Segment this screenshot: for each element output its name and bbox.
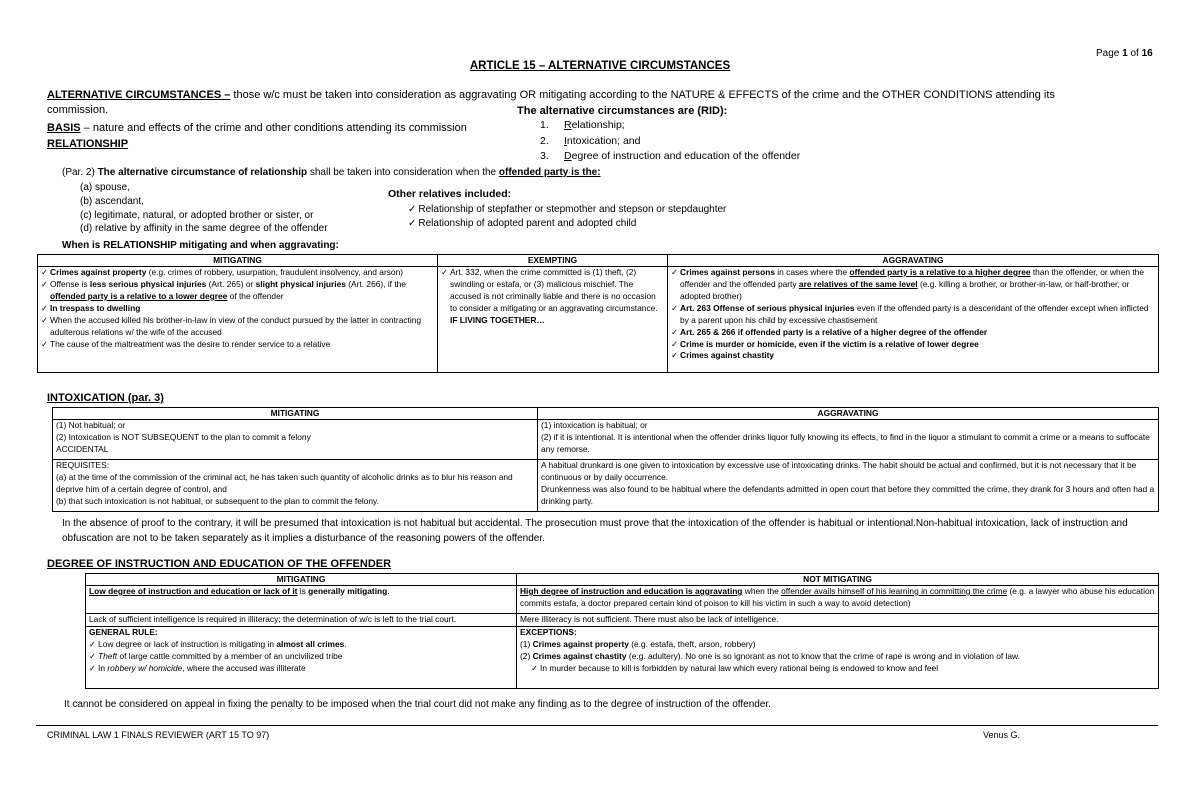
list-item: ✓ When the accused killed his brother-in-law in view of the conduct pursued by the latter in contracting adulterous relations w/ the wife of the accused (41, 315, 434, 339)
rid-title: The alternative circumstances are (RID): (517, 105, 728, 117)
list-item: ✓ Art. 263 Offense of serious physical injuries even if the offended party is a descendant of the offender except when inflicted by a parent upon his child by excessive chastisement (671, 303, 1155, 327)
other-relatives-title: Other relatives included: (388, 188, 512, 200)
list-item: ✓ Offense is less serious physical injuries (Art. 265) or slight physical injuries (Art. 266), if the offended party is a relative to a lower degree of the offender (41, 279, 434, 303)
list-item: (1) Not habitual; or (56, 420, 126, 430)
relationship-paragraph: (Par. 2) The alternative circumstance of relationship shall be taken into consideration when the offended party is the: (62, 167, 601, 178)
list-item: ✓ The cause of the maltreatment was the desire to render service to a relative (41, 339, 434, 351)
degree-mitigating-cell: Low degree of instruction and education or lack of it is generally mitigating. (86, 586, 517, 614)
list-item: REQUISITES: (56, 460, 110, 470)
degree-illiteracy-note-cell: Mere illiteracy is not sufficient. There must also be lack of intelligence. (517, 614, 1159, 627)
intro-definition-cont: commission. (47, 104, 109, 116)
list-item: ✓ In trespass to dwelling (41, 303, 434, 315)
list-item: ✓ Theft of large cattle committed by a member of an uncivilized tribe (89, 651, 513, 663)
relationship-item: (b) ascendant, (80, 195, 144, 207)
degree-not-mitigating-cell: High degree of instruction and education is aggravating when the offender avails himself of his learning in committing the crime (e.g. a lawyer who abuse his education commits estafa, a doctor prepared certain kind of poison to kill his victim in such a way to avoid detection) (517, 586, 1159, 614)
degree-table (85, 573, 1159, 689)
rid-item: 3. Degree of instruction and education of the offender (540, 150, 801, 162)
intoxication-requisites-cell (53, 460, 538, 512)
rid-item: 1. Relationship; (540, 119, 625, 131)
header-mitigating: MITIGATING (38, 255, 438, 267)
list-item: ✓ Crimes against chastity (671, 350, 1155, 362)
header-exempting: EXEMPTING (438, 255, 668, 267)
intoxication-table (52, 407, 1159, 512)
header-aggravating: AGGRAVATING (668, 255, 1159, 267)
relationship-mitigating-cell (38, 267, 438, 373)
list-item: ✓ Crimes against persons in cases where the offended party is a relative to a higher degree than the offender, or when the offender and the offended party are relatives of the same level (e.g. killing a brother, or brother-in-law, or half-brother, or adopted brother) (671, 267, 1155, 303)
list-item: ✓ Art. 332, when the crime committed is (1) theft, (2) swindling or estafa, or (3) malicious mischief. The accused is not criminally liable and there is no occasion to consider a mitigating or an aggravating circumstance. IF LIVING TOGETHER… (441, 267, 664, 327)
intoxication-habitual-cell (538, 460, 1159, 512)
list-item: (2) Intoxication is NOT SUBSEQUENT to the plan to commit a felony (56, 431, 311, 442)
degree-note: It cannot be considered on appeal in fixing the penalty to be imposed when the trial court did not make any finding as to the degree of instruction of the offender. (64, 699, 771, 710)
list-item: (1) Crimes against property (e.g. estafa, theft, arson, robbery) (520, 638, 756, 649)
list-item: ✓ In murder because to kill is forbidden by natural law which every rational being is endowed to know and feel (520, 663, 1155, 675)
list-item: (2) Crimes against chastity (e.g. adultery). No one is so ignorant as not to know that the crime of rape is wrong and in violation of law. (520, 650, 1020, 661)
relationship-item: (c) legitimate, natural, or adopted brother or sister, or (80, 209, 314, 221)
intro-definition: ALTERNATIVE CIRCUMSTANCES – those w/c must be taken into consideration as aggravating OR mitigating according to the NATURE & EFFECTS of the crime and the OTHER CONDITIONS attending its (47, 89, 1055, 101)
relationship-aggravating-cell (668, 267, 1159, 373)
header-mitigating: MITIGATING (53, 408, 538, 420)
list-item: (b) that such intoxication is not habitual, or subsequent to the plan to commit the felony. (56, 495, 379, 506)
basis-line: BASIS – nature and effects of the crime and other conditions attending its commission (47, 122, 467, 134)
intoxication-aggravating-cell (538, 420, 1159, 460)
list-item: ✓ Crime is murder or homicide, even if the victim is a relative of lower degree (671, 339, 1155, 351)
header-not-mitigating: NOT MITIGATING (517, 574, 1159, 586)
rid-list (540, 118, 800, 165)
list-item: ✓ In robbery w/ homicide, where the accused was illiterate (89, 663, 513, 675)
rid-item: 2. Intoxication; and (540, 134, 641, 147)
relationship-item: (a) spouse, (80, 182, 131, 193)
other-relative-item: ✓ Relationship of stepfather or stepmother and stepson or stepdaughter (408, 203, 726, 217)
list-item: Drunkenness was also found to be habitual where the defendants admitted in open court that before they committed the crime, they drank for 3 hours and often had a drinking party. (541, 483, 1155, 506)
degree-heading: DEGREE OF INSTRUCTION AND EDUCATION OF THE OFFENDER (47, 558, 392, 570)
list-item: ✓ Low degree or lack of instruction is mitigating in almost all crimes. (89, 639, 513, 651)
list-item: (2) if it is intentional. It is intentional when the offender drinks liquor fully knowing its effects, to find in the liquor a stimulant to commit a crime or a means to suffocate any remorse. (541, 431, 1150, 454)
list-item: A habitual drunkard is one given to intoxication by excessive use of intoxicating drinks. The habit should be actual and confirmed, but it is not necessary that it be continuous or by daily occurrence. (541, 460, 1137, 482)
list-item: ✓ Crimes against property (e.g. crimes of robbery, usurpation, fraudulent insolvency, and arson) (41, 267, 434, 279)
footer-divider (36, 725, 1158, 726)
list-item: ✓ Art. 265 & 266 if offended party is a relative of a higher degree of the offender (671, 327, 1155, 339)
degree-general-rule-cell (86, 627, 517, 689)
relationship-heading: RELATIONSHIP (47, 138, 129, 150)
general-rule-title: GENERAL RULE: (89, 627, 158, 637)
relationship-table (37, 254, 1159, 373)
footer-left: CRIMINAL LAW 1 FINALS REVIEWER (ART 15 TO 97) (47, 730, 270, 740)
list-item: ACCIDENTAL (56, 443, 109, 454)
list-item: (1) intoxication is habitual; or (541, 420, 648, 430)
footer-right: Venus G. (983, 730, 1021, 740)
relationship-item: (d) relative by affinity in the same degree of the offender (80, 223, 328, 235)
list-item: (a) at the time of the commission of the criminal act, he has taken such quantity of alcoholic drinks as to blur his reason and deprive him of a certain degree of control, and (56, 471, 513, 494)
relationship-list (80, 181, 328, 236)
degree-exceptions-cell (517, 627, 1159, 689)
other-relatives-list (408, 203, 726, 231)
header-mitigating: MITIGATING (86, 574, 517, 586)
relationship-exempting-cell (438, 267, 668, 373)
intoxication-note: In the absence of proof to the contrary, it will be presumed that intoxication is not habitual but accidental. The prosecution must prove that the intoxication of the offender is habitual or intentional.Non-habitual intoxication, lack of instruction and obfuscation are not to be taken separately as it implies a disturbance of the reasoning powers of the offender. (62, 518, 1128, 544)
other-relative-item: ✓ Relationship of adopted parent and adopted child (408, 217, 726, 231)
degree-illiteracy-cell: Lack of sufficient intelligence is required in illiteracy; the determination of w/c is left to the trial court. (86, 614, 517, 627)
page-number: Page 1 of 16 (1096, 48, 1153, 59)
exceptions-title: EXCEPTIONS: (520, 627, 577, 637)
document-title: ARTICLE 15 – ALTERNATIVE CIRCUMSTANCES (469, 60, 731, 72)
header-aggravating: AGGRAVATING (538, 408, 1159, 420)
when-label: When is RELATIONSHIP mitigating and when aggravating: (62, 240, 339, 251)
intoxication-mitigating-cell (53, 420, 538, 460)
intoxication-heading: INTOXICATION (par. 3) (47, 392, 164, 404)
